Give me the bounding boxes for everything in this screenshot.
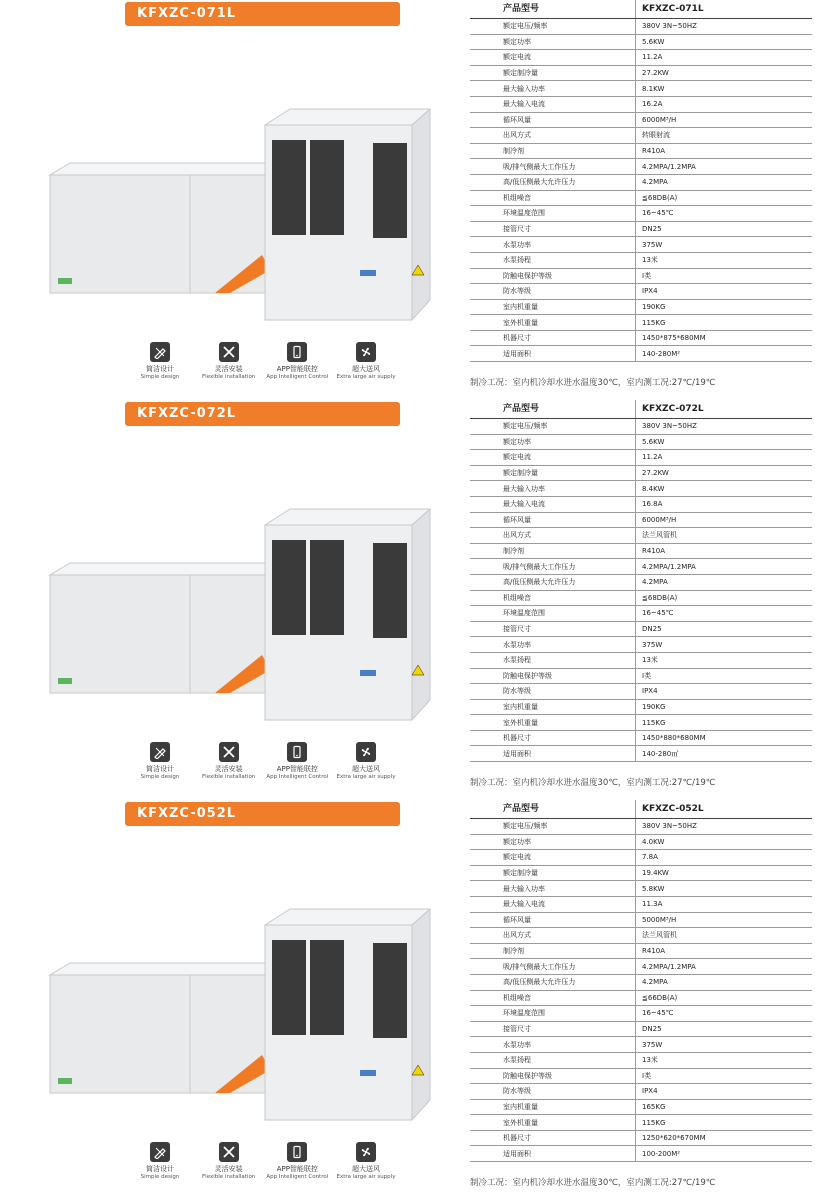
spec-value: 16~45℃ xyxy=(636,1006,813,1022)
spec-key: 出风方式 xyxy=(470,928,636,944)
spec-value: 190KG xyxy=(636,299,813,315)
feature-item xyxy=(197,1142,261,1192)
spec-row xyxy=(470,252,812,268)
spec-table xyxy=(470,400,812,762)
spec-value: 19.4KW xyxy=(636,865,813,881)
spec-row xyxy=(470,543,812,559)
feature-label-en: Simple design xyxy=(140,374,180,380)
spec-key: 吸/排气侧最大工作压力 xyxy=(470,959,636,975)
spec-key: 水泵扬程 xyxy=(470,252,636,268)
spec-value: 1450*875*680MM xyxy=(636,330,813,346)
spec-value: 1250*620*670MM xyxy=(636,1130,813,1146)
spec-row xyxy=(470,284,812,300)
spec-row xyxy=(470,881,812,897)
feature-item xyxy=(128,342,192,392)
feature-row xyxy=(128,342,398,392)
spec-value: 4.2MPA/1.2MPA xyxy=(636,159,813,175)
spec-key: 制冷剂 xyxy=(470,143,636,159)
spec-value: 8.4KW xyxy=(636,481,813,497)
product-photo xyxy=(40,895,450,1135)
spec-key: 机器尺寸 xyxy=(470,330,636,346)
spec-key: 接管尺寸 xyxy=(470,621,636,637)
spec-key: 最大输入功率 xyxy=(470,81,636,97)
spec-row xyxy=(470,496,812,512)
spec-key: 额定电压/频率 xyxy=(470,419,636,435)
spec-key: 产品型号 xyxy=(470,400,636,419)
test-condition-note: 制冷工况：室内机冷却水进水温度30℃，室内测工况:27℃/19℃ xyxy=(470,378,716,388)
spec-value: 5.8KW xyxy=(636,881,813,897)
spec-row xyxy=(470,19,812,35)
feature-item xyxy=(334,1142,398,1192)
spec-value: 法兰风管机 xyxy=(636,928,813,944)
spec-value: I类 xyxy=(636,1068,813,1084)
feature-label-en: Flexible installation xyxy=(202,374,256,380)
spec-value: DN25 xyxy=(636,1021,813,1037)
spec-row xyxy=(470,346,812,362)
spec-key: 最大输入电流 xyxy=(470,896,636,912)
pencil-ruler-icon xyxy=(150,742,170,762)
feature-item xyxy=(128,1142,192,1192)
spec-key: 制冷剂 xyxy=(470,543,636,559)
spec-value: 375W xyxy=(636,237,813,253)
spec-row xyxy=(470,912,812,928)
model-banner: KFXZC-071L xyxy=(125,2,400,26)
spec-key: 室内机重量 xyxy=(470,299,636,315)
spec-row xyxy=(470,206,812,222)
spec-row xyxy=(470,81,812,97)
spec-row xyxy=(470,128,812,144)
spec-row xyxy=(470,143,812,159)
spec-value: 165KG xyxy=(636,1099,813,1115)
spec-row xyxy=(470,528,812,544)
feature-label-en: Extra large air supply xyxy=(336,774,396,780)
spec-key: 水泵扬程 xyxy=(470,652,636,668)
spec-key: 防触电保护等级 xyxy=(470,268,636,284)
spec-row xyxy=(470,1037,812,1053)
spec-row xyxy=(470,974,812,990)
spec-value: 8.1KW xyxy=(636,81,813,97)
feature-label-en: App Intelligent Control xyxy=(266,774,329,780)
spec-row xyxy=(470,746,812,762)
spec-row xyxy=(470,419,812,435)
spec-header-row xyxy=(470,0,812,19)
spec-key: 接管尺寸 xyxy=(470,221,636,237)
spec-row xyxy=(470,928,812,944)
spec-row xyxy=(470,159,812,175)
spec-value: 13米 xyxy=(636,252,813,268)
spec-value: ≦68DB(A) xyxy=(636,190,813,206)
spec-key: 室内机重量 xyxy=(470,1099,636,1115)
spec-value: KFXZC-072L xyxy=(636,400,813,419)
spec-key: 室内机重量 xyxy=(470,699,636,715)
spec-value: R410A xyxy=(636,143,813,159)
spec-value: 380V 3N~50HZ xyxy=(636,819,813,835)
spec-key: 循环风量 xyxy=(470,912,636,928)
spec-value: I类 xyxy=(636,668,813,684)
spec-row xyxy=(470,1130,812,1146)
spec-key: 防水等级 xyxy=(470,1084,636,1100)
spec-key: 额定制冷量 xyxy=(470,465,636,481)
spec-key: 机器尺寸 xyxy=(470,730,636,746)
spec-value: 16~45℃ xyxy=(636,206,813,222)
spec-row xyxy=(470,315,812,331)
spec-key: 额定电流 xyxy=(470,850,636,866)
spec-value: R410A xyxy=(636,943,813,959)
spec-value: R410A xyxy=(636,543,813,559)
feature-label-cn: 简洁设计 xyxy=(146,1165,174,1173)
spec-row xyxy=(470,652,812,668)
spec-row xyxy=(470,512,812,528)
spec-value: 375W xyxy=(636,1037,813,1053)
spec-key: 额定电流 xyxy=(470,450,636,466)
spec-value: 11.2A xyxy=(636,50,813,66)
spec-value: 5000M³/H xyxy=(636,912,813,928)
spec-value: 4.2MPA xyxy=(636,974,813,990)
feature-label-cn: 超大送风 xyxy=(351,365,380,373)
feature-label-cn: APP智能联控 xyxy=(276,365,318,373)
spec-key: 最大输入功率 xyxy=(470,481,636,497)
spec-key: 高/低压侧最大允许压力 xyxy=(470,174,636,190)
spec-key: 机器尺寸 xyxy=(470,1130,636,1146)
spec-value: DN25 xyxy=(636,621,813,637)
spec-key: 出风方式 xyxy=(470,528,636,544)
spec-row xyxy=(470,268,812,284)
spec-value: ≦68DB(A) xyxy=(636,590,813,606)
spec-value: 4.2MPA/1.2MPA xyxy=(636,959,813,975)
spec-key: 室外机重量 xyxy=(470,315,636,331)
spec-key: 室外机重量 xyxy=(470,1115,636,1131)
spec-key: 室外机重量 xyxy=(470,715,636,731)
feature-label-cn: APP智能联控 xyxy=(276,1165,318,1173)
spec-value: 5.6KW xyxy=(636,34,813,50)
pencil-ruler-icon xyxy=(150,342,170,362)
spec-value: KFXZC-052L xyxy=(636,800,813,819)
spec-value: 115KG xyxy=(636,1115,813,1131)
spec-row xyxy=(470,1084,812,1100)
spec-value: 27.2KW xyxy=(636,65,813,81)
spec-value: IPX4 xyxy=(636,684,813,700)
spec-value: 法兰风管机 xyxy=(636,528,813,544)
spec-row xyxy=(470,34,812,50)
spec-value: 13米 xyxy=(636,652,813,668)
feature-label-cn: 灵活安装 xyxy=(214,365,243,373)
product-section xyxy=(0,400,815,800)
feature-label-en: App Intelligent Control xyxy=(266,1174,329,1180)
feature-item xyxy=(334,342,398,392)
spec-value: 100-200M² xyxy=(636,1146,813,1162)
wrench-screwdriver-icon xyxy=(219,742,239,762)
spec-key: 额定电压/频率 xyxy=(470,819,636,835)
spec-key: 水泵扬程 xyxy=(470,1052,636,1068)
feature-row xyxy=(128,1142,398,1192)
spec-value: 4.2MPA xyxy=(636,174,813,190)
spec-key: 最大输入功率 xyxy=(470,881,636,897)
spec-row xyxy=(470,237,812,253)
test-condition-note: 制冷工况：室内机冷却水进水温度30℃，室内测工况:27℃/19℃ xyxy=(470,778,716,788)
spec-value: 140-280㎡ xyxy=(636,746,813,762)
spec-header-row xyxy=(470,400,812,419)
feature-label-cn: APP智能联控 xyxy=(276,765,318,773)
spec-value: 4.2MPA xyxy=(636,574,813,590)
spec-row xyxy=(470,574,812,590)
product-section xyxy=(0,800,815,1200)
product-photo xyxy=(40,95,450,335)
spec-value: I类 xyxy=(636,268,813,284)
spec-value: 11.2A xyxy=(636,450,813,466)
phone-icon xyxy=(287,742,307,762)
spec-value: 16.2A xyxy=(636,96,813,112)
spec-key: 额定功率 xyxy=(470,834,636,850)
fan-icon xyxy=(356,1142,376,1162)
fan-icon xyxy=(356,742,376,762)
spec-row xyxy=(470,1146,812,1162)
feature-label-en: Flexible installation xyxy=(202,774,256,780)
spec-row xyxy=(470,834,812,850)
spec-key: 防水等级 xyxy=(470,684,636,700)
spec-row xyxy=(470,1052,812,1068)
feature-item xyxy=(128,742,192,792)
outdoor-unit xyxy=(265,909,430,1120)
spec-value: 380V 3N~50HZ xyxy=(636,419,813,435)
spec-row xyxy=(470,865,812,881)
spec-key: 适用面积 xyxy=(470,1146,636,1162)
spec-row xyxy=(470,959,812,975)
spec-table xyxy=(470,0,812,362)
spec-value: 5.6KW xyxy=(636,434,813,450)
feature-label-cn: 简洁设计 xyxy=(146,765,174,773)
spec-row xyxy=(470,943,812,959)
feature-label-cn: 超大送风 xyxy=(351,1165,380,1173)
spec-key: 循环风量 xyxy=(470,112,636,128)
spec-value: 16~45℃ xyxy=(636,606,813,622)
spec-value: 6000M³/H xyxy=(636,112,813,128)
spec-key: 防水等级 xyxy=(470,284,636,300)
spec-row xyxy=(470,481,812,497)
spec-value: 140-280M² xyxy=(636,346,813,362)
spec-key: 最大输入电流 xyxy=(470,96,636,112)
spec-row xyxy=(470,190,812,206)
spec-row xyxy=(470,1006,812,1022)
spec-row xyxy=(470,850,812,866)
spec-row xyxy=(470,896,812,912)
feature-label-en: Extra large air supply xyxy=(336,374,396,380)
spec-row xyxy=(470,590,812,606)
spec-key: 防触电保护等级 xyxy=(470,1068,636,1084)
feature-item xyxy=(334,742,398,792)
spec-row xyxy=(470,684,812,700)
spec-row xyxy=(470,1021,812,1037)
spec-value: 13米 xyxy=(636,1052,813,1068)
wrench-screwdriver-icon xyxy=(219,342,239,362)
spec-row xyxy=(470,450,812,466)
feature-label-en: Extra large air supply xyxy=(336,1174,396,1180)
feature-row xyxy=(128,742,398,792)
spec-value: KFXZC-071L xyxy=(636,0,813,19)
spec-value: 190KG xyxy=(636,699,813,715)
spec-key: 产品型号 xyxy=(470,800,636,819)
outdoor-unit xyxy=(265,509,430,720)
spec-value: 115KG xyxy=(636,715,813,731)
spec-key: 水泵功率 xyxy=(470,1037,636,1053)
spec-value: 4.2MPA/1.2MPA xyxy=(636,559,813,575)
wrench-screwdriver-icon xyxy=(219,1142,239,1162)
phone-icon xyxy=(287,1142,307,1162)
spec-row xyxy=(470,174,812,190)
spec-key: 水泵功率 xyxy=(470,237,636,253)
spec-key: 机组噪音 xyxy=(470,590,636,606)
spec-row xyxy=(470,299,812,315)
spec-value: IPX4 xyxy=(636,1084,813,1100)
feature-label-cn: 超大送风 xyxy=(351,765,380,773)
model-banner: KFXZC-072L xyxy=(125,402,400,426)
spec-value: 7.8A xyxy=(636,850,813,866)
spec-key: 适用面积 xyxy=(470,746,636,762)
spec-table xyxy=(470,800,812,1162)
spec-row xyxy=(470,637,812,653)
spec-value: 380V 3N~50HZ xyxy=(636,19,813,35)
spec-row xyxy=(470,668,812,684)
feature-item xyxy=(265,742,329,792)
feature-label-en: Flexible installation xyxy=(202,1174,256,1180)
pencil-ruler-icon xyxy=(150,1142,170,1162)
feature-label-cn: 简洁设计 xyxy=(146,365,174,373)
spec-key: 额定制冷量 xyxy=(470,865,636,881)
feature-item xyxy=(265,1142,329,1192)
spec-row xyxy=(470,715,812,731)
feature-label-en: Simple design xyxy=(140,1174,180,1180)
spec-key: 吸/排气侧最大工作压力 xyxy=(470,159,636,175)
spec-row xyxy=(470,1068,812,1084)
model-banner: KFXZC-052L xyxy=(125,802,400,826)
spec-value: 6000M³/H xyxy=(636,512,813,528)
spec-key: 最大输入电流 xyxy=(470,496,636,512)
spec-key: 额定功率 xyxy=(470,34,636,50)
spec-key: 环境温度范围 xyxy=(470,206,636,222)
spec-row xyxy=(470,65,812,81)
spec-key: 机组噪音 xyxy=(470,990,636,1006)
spec-row xyxy=(470,112,812,128)
spec-row xyxy=(470,1115,812,1131)
product-photo xyxy=(40,495,450,735)
spec-row xyxy=(470,50,812,66)
spec-row xyxy=(470,819,812,835)
fan-icon xyxy=(356,342,376,362)
spec-value: 16.8A xyxy=(636,496,813,512)
test-condition-note: 制冷工况：室内机冷却水进水温度30℃，室内测工况:27℃/19℃ xyxy=(470,1178,716,1188)
spec-value: 27.2KW xyxy=(636,465,813,481)
spec-row xyxy=(470,1099,812,1115)
spec-row xyxy=(470,559,812,575)
spec-key: 循环风量 xyxy=(470,512,636,528)
spec-value: 115KG xyxy=(636,315,813,331)
spec-value: DN25 xyxy=(636,221,813,237)
spec-row xyxy=(470,465,812,481)
spec-key: 高/低压侧最大允许压力 xyxy=(470,574,636,590)
spec-key: 防触电保护等级 xyxy=(470,668,636,684)
feature-label-cn: 灵活安装 xyxy=(214,1165,243,1173)
spec-row xyxy=(470,434,812,450)
spec-key: 额定功率 xyxy=(470,434,636,450)
spec-value: 转眼射流 xyxy=(636,128,813,144)
spec-value: 4.0KW xyxy=(636,834,813,850)
spec-value: 1450*880*680MM xyxy=(636,730,813,746)
feature-item xyxy=(197,342,261,392)
phone-icon xyxy=(287,342,307,362)
spec-value: 11.3A xyxy=(636,896,813,912)
outdoor-unit xyxy=(265,109,430,320)
spec-key: 吸/排气侧最大工作压力 xyxy=(470,559,636,575)
feature-item xyxy=(197,742,261,792)
spec-key: 出风方式 xyxy=(470,128,636,144)
feature-label-cn: 灵活安装 xyxy=(214,765,243,773)
spec-row xyxy=(470,96,812,112)
feature-label-en: Simple design xyxy=(140,774,180,780)
spec-row xyxy=(470,990,812,1006)
spec-key: 额定制冷量 xyxy=(470,65,636,81)
spec-key: 环境温度范围 xyxy=(470,606,636,622)
spec-row xyxy=(470,330,812,346)
spec-key: 机组噪音 xyxy=(470,190,636,206)
spec-key: 环境温度范围 xyxy=(470,1006,636,1022)
spec-row xyxy=(470,730,812,746)
spec-key: 额定电流 xyxy=(470,50,636,66)
spec-row xyxy=(470,621,812,637)
spec-key: 产品型号 xyxy=(470,0,636,19)
spec-header-row xyxy=(470,800,812,819)
product-section xyxy=(0,0,815,400)
spec-value: 375W xyxy=(636,637,813,653)
spec-key: 接管尺寸 xyxy=(470,1021,636,1037)
spec-key: 适用面积 xyxy=(470,346,636,362)
spec-row xyxy=(470,606,812,622)
spec-value: ≦66DB(A) xyxy=(636,990,813,1006)
spec-key: 水泵功率 xyxy=(470,637,636,653)
spec-row xyxy=(470,699,812,715)
spec-row xyxy=(470,221,812,237)
feature-label-en: App Intelligent Control xyxy=(266,374,329,380)
spec-key: 高/低压侧最大允许压力 xyxy=(470,974,636,990)
spec-key: 制冷剂 xyxy=(470,943,636,959)
spec-key: 额定电压/频率 xyxy=(470,19,636,35)
spec-value: IPX4 xyxy=(636,284,813,300)
feature-item xyxy=(265,342,329,392)
